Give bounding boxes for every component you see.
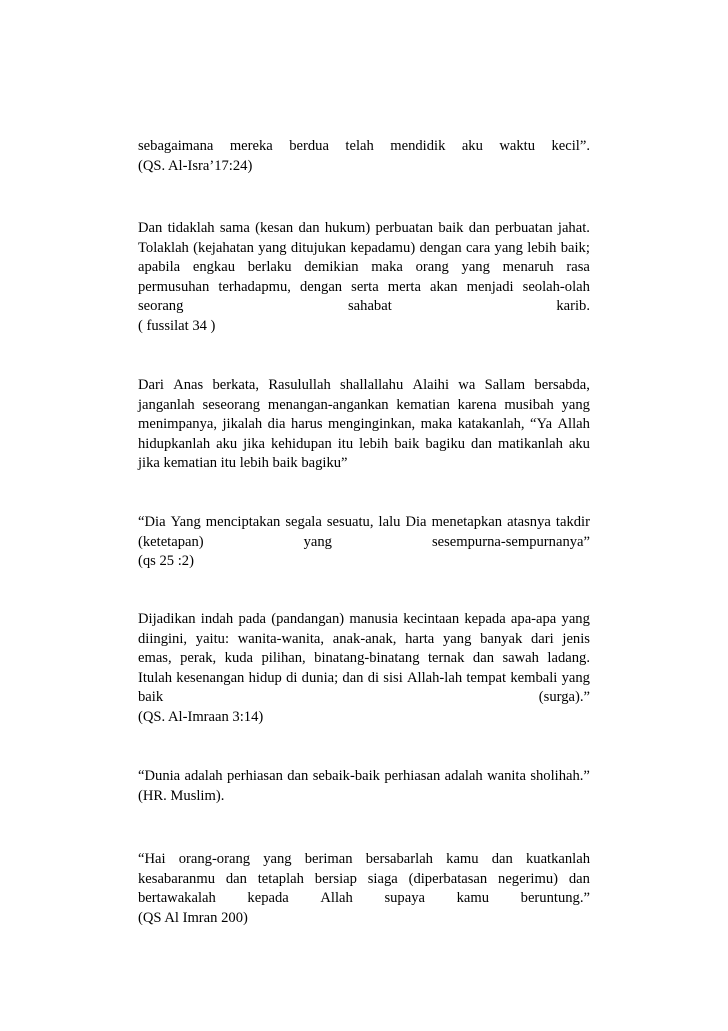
text-line: menimpanya, jikalah dia harus menginginkan, maka katakanlah, “Ya Allah xyxy=(138,416,590,433)
text-line: “Hai orang-orang yang beriman bersabarlah kamu dan kuatkanlah xyxy=(138,851,590,867)
text-line: (HR. Muslim). xyxy=(138,787,225,804)
text-line: (ketetapan) yang sesempurna-sempurnanya” xyxy=(138,533,590,550)
quote-block xyxy=(138,376,590,474)
text-line: baik (surga).” xyxy=(138,689,590,706)
text-line: jika kematian itu lebih baik bagiku” xyxy=(138,455,348,472)
text-line: seorang sahabat karib. xyxy=(138,298,590,315)
quote-block xyxy=(138,137,590,176)
text-line: diingini, yaitu: wanita-wanita, anak-anak, harta yang banyak dari jenis xyxy=(138,630,590,647)
text-line: (QS. Al-Isra’17:24) xyxy=(138,157,253,174)
text-line: Dan tidaklah sama (kesan dan hukum) perbuatan baik dan perbuatan jahat. xyxy=(138,220,590,236)
quote-block xyxy=(138,767,590,806)
text-line: “Dunia adalah perhiasan dan sebaik-baik perhiasan adalah wanita sholihah.” xyxy=(138,768,590,784)
text-line: apabila engkau berlaku demikian maka orang yang menaruh rasa xyxy=(138,259,590,276)
text-line: Tolaklah (kejahatan yang ditujukan kepadamu) dengan cara yang lebih baik; xyxy=(138,239,590,256)
text-line: janganlah seseorang menangan-angankan kematian karena musibah yang xyxy=(138,396,590,413)
text-line: (QS Al Imran 200) xyxy=(138,909,248,926)
quote-block xyxy=(138,219,590,337)
text-line: (QS. Al-Imraan 3:14) xyxy=(138,708,264,725)
text-line: permusuhan terhadapmu, dengan serta merta akan menjadi seolah-olah xyxy=(138,278,590,295)
text-line: hidupkanlah aku jika kehidupan itu lebih baik bagiku dan matikanlah aku xyxy=(138,435,590,452)
quote-block xyxy=(138,513,590,572)
text-line: emas, perak, kuda pilihan, binatang-binatang ternak dan sawah ladang. xyxy=(138,650,590,667)
quote-block xyxy=(138,610,590,728)
text-line: Dijadikan indah pada (pandangan) manusia kecintaan kepada apa-apa yang xyxy=(138,611,590,627)
text-line: bertawakalah kepada Allah supaya kamu beruntung.” xyxy=(138,890,590,907)
text-line: sebagaimana mereka berdua telah mendidik aku waktu kecil”. xyxy=(138,138,590,154)
quote-block xyxy=(138,850,590,928)
text-line: (qs 25 :2) xyxy=(138,553,194,570)
text-line: “Dia Yang menciptakan segala sesuatu, lalu Dia menetapkan atasnya takdir xyxy=(138,514,590,530)
text-line: Itulah kesenangan hidup di dunia; dan di sisi Allah-lah tempat kembali yang xyxy=(138,669,590,686)
text-line: Dari Anas berkata, Rasulullah shallallahu Alaihi wa Sallam bersabda, xyxy=(138,377,590,393)
text-line: ( fussilat 34 ) xyxy=(138,317,216,334)
text-line: kesabaranmu dan tetaplah bersiap siaga (diperbatasan negerimu) dan xyxy=(138,870,590,887)
